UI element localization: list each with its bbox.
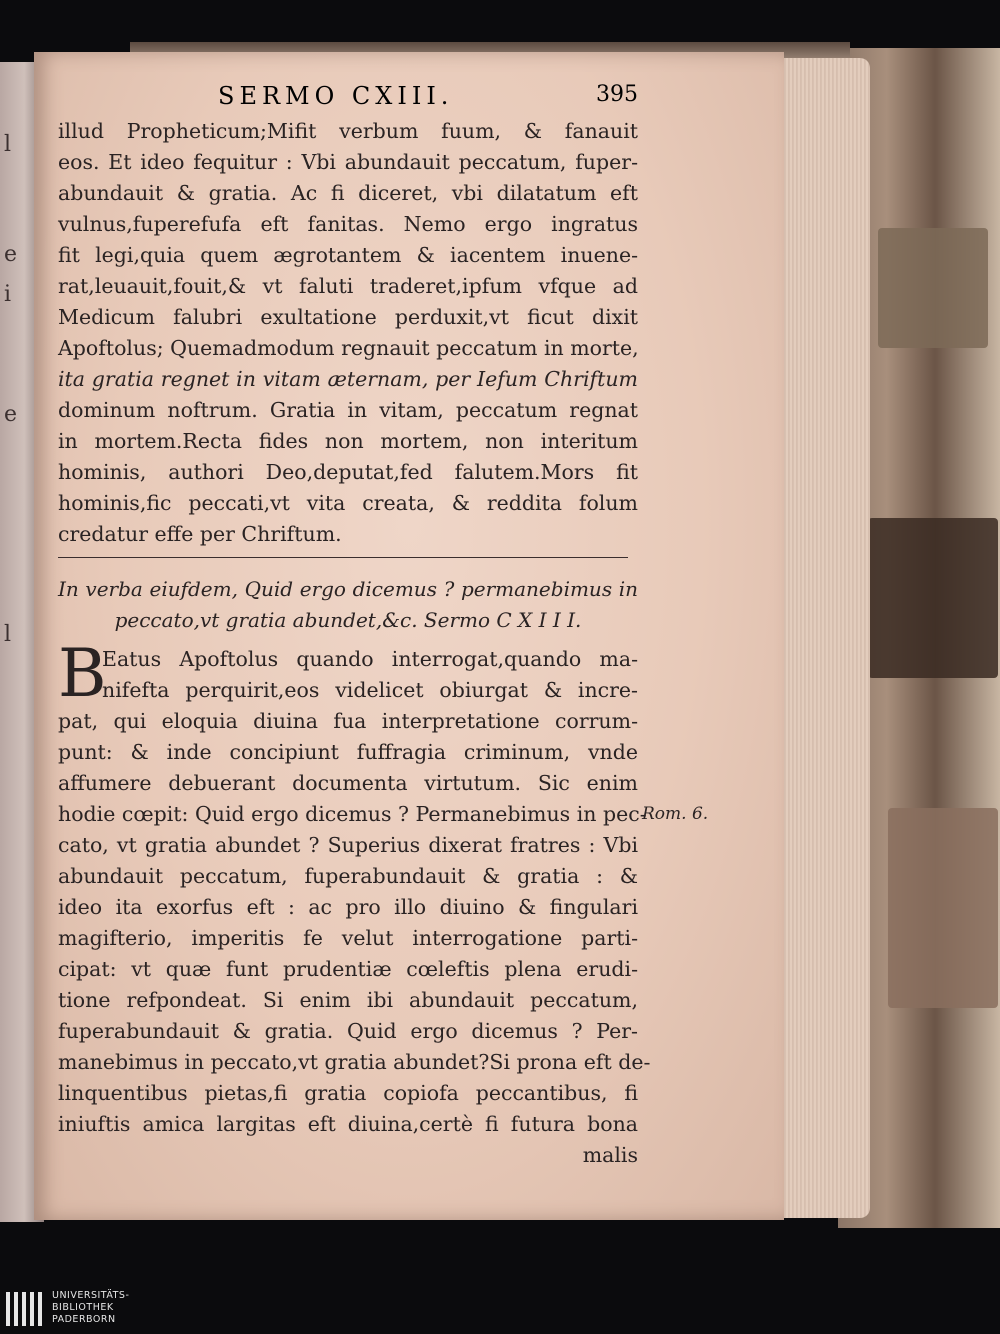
text-line: illud Propheticum;Mifit verbum fuum, & fanauit (58, 119, 638, 143)
text-line: Apoftolus; Quemadmodum regnauit peccatum in morte, (58, 336, 639, 360)
logo-line: PADERBORN (52, 1314, 116, 1325)
marginal-note: Rom. 6. (642, 804, 709, 824)
text-line: credatur effe per Chriftum. (58, 522, 342, 546)
left-page-fragment: l (4, 622, 12, 647)
text-line: vulnus,fuperefufa eft fanitas. Nemo ergo ingratus (58, 212, 638, 236)
text-line: nifefta perquirit,eos videlicet obiurgat & incre- (102, 678, 638, 702)
running-head (58, 82, 638, 116)
text-line: fit legi,quia quem ægrotantem & iacentem inuene- (58, 243, 638, 267)
text-line: linquentibus pietas,fi gratia copiofa peccantibus, fi (58, 1081, 638, 1105)
text-line: cipat: vt quæ funt prudentiæ cœleftis plena erudi- (58, 957, 638, 981)
library-logo-text (52, 1290, 129, 1326)
text-line: affumere debuerant documenta virtutum. Sic enim (58, 771, 638, 795)
text-line: hominis, authori Deo,deputat,fed falutem.Mors fit (58, 460, 638, 484)
sermon-heading (58, 574, 638, 636)
page-number: 395 (596, 82, 638, 107)
marbled-paper-patch (878, 228, 988, 348)
text-line: ita gratia regnet in vitam æternam, per Iefum Chriftum (58, 367, 638, 391)
text-line: abundauit peccatum, fuperabundauit & gratia : & (58, 864, 638, 888)
text-line: tione refpondeat. Si enim ibi abundauit peccatum, (58, 988, 638, 1012)
marbled-paper-patch (888, 808, 998, 1008)
left-page-fragment: e (4, 402, 18, 427)
text-line: punt: & inde concipiunt fuffragia criminum, vnde (58, 740, 638, 764)
logo-line: BIBLIOTHEK (52, 1302, 114, 1313)
drop-cap: B (58, 635, 107, 712)
book-page (34, 52, 784, 1220)
text-line: hominis,fic peccati,vt vita creata, & reddita folum (58, 491, 638, 515)
text-line: magifterio, imperitis fe velut interrogatione parti- (58, 926, 638, 950)
text-line: Eatus Apoftolus quando interrogat,quando ma- (102, 647, 638, 671)
text-line: iniuftis amica largitas eft diuina,certè fi futura bona (58, 1112, 638, 1136)
text-line: fuperabundauit & gratia. Quid ergo dicemus ? Per- (58, 1019, 638, 1043)
marbled-paper-patch (868, 518, 998, 678)
text-line: rat,leuauit,fouit,& vt faluti traderet,ipfum vfque ad (58, 274, 638, 298)
text-line: manebimus in peccato,vt gratia abundet?Si prona eft de- (58, 1050, 651, 1074)
left-page-fragment: l (4, 132, 12, 157)
heading-line: peccato,vt gratia abundet,&c. Sermo C X I I I. (114, 608, 582, 632)
text-line: pat, qui eloquia diuina fua interpretatione corrum- (58, 709, 638, 733)
logo-line: UNIVERSITÄTS- (52, 1290, 130, 1301)
section-rule (58, 557, 628, 558)
text-line: abundauit & gratia. Ac fi diceret, vbi dilatatum eft (58, 181, 638, 205)
text-line: ideo ita exorfus eft : ac pro illo diuino & fingulari (58, 895, 638, 919)
sermon-body (58, 635, 651, 1171)
heading-line: In verba eiufdem, Quid ergo dicemus ? permanebimus in (58, 577, 638, 601)
text-line: eos. Et ideo fequitur : Vbi abundauit peccatum, fuper- (58, 150, 638, 174)
text-line: dominum noftrum. Gratia in vitam, peccatum regnat (58, 398, 638, 422)
left-page-fragment: i (4, 282, 12, 307)
page-edges (770, 58, 870, 1218)
left-page-fragment: e (4, 242, 18, 267)
text-line: in mortem.Recta fides non mortem, non interitum (58, 429, 638, 453)
running-title: SERMO CXIII. (218, 82, 454, 110)
passage-continued (58, 116, 638, 550)
text-line: cato, vt gratia abundet ? Superius dixerat fratres : Vbi (58, 833, 638, 857)
library-logo-icon (6, 1292, 42, 1326)
library-logo-bar (0, 1284, 1000, 1334)
text-line: Medicum falubri exultatione perduxit,vt ficut dixit (58, 305, 638, 329)
text-line: malis (582, 1143, 638, 1167)
text-line: hodie cœpit: Quid ergo dicemus ? Permanebimus in pec- (58, 802, 647, 826)
